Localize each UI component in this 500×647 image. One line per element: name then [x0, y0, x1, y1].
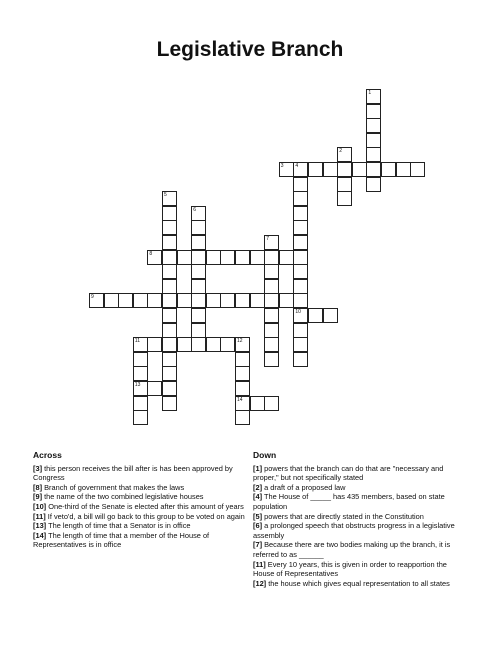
grid-cell[interactable] [162, 352, 177, 367]
cell-number: 7 [266, 236, 269, 242]
clue-text: the name of the two combined legislative houses [42, 492, 204, 502]
grid-cell[interactable] [396, 162, 411, 177]
cell-number: 4 [295, 163, 299, 169]
cell-number: 11 [134, 338, 140, 345]
clue-down [253, 540, 468, 559]
grid-cell[interactable] [293, 177, 308, 192]
grid-cell[interactable] [191, 279, 206, 294]
clue-text: Branch of government that makes the laws [42, 482, 185, 492]
grid-cell[interactable] [293, 191, 308, 206]
grid-cell[interactable] [177, 250, 192, 265]
grid-cell[interactable] [366, 162, 381, 177]
grid-cell[interactable] [191, 293, 206, 308]
grid-cell[interactable] [293, 235, 308, 250]
clue-across [33, 464, 248, 483]
grid-cell[interactable] [220, 293, 235, 308]
grid-cell[interactable] [206, 250, 221, 265]
grid-cell[interactable] [206, 293, 221, 308]
grid-cell[interactable] [410, 162, 425, 177]
grid-cell[interactable] [191, 323, 206, 338]
clue-text: One-third of the Senate is elected after this amount of years [46, 501, 244, 511]
grid-cell[interactable] [191, 220, 206, 235]
clue-text: Because there are two bodies making up the branch, it is referred to as ______ [253, 540, 451, 559]
across-clues [33, 451, 248, 550]
clue-across [33, 521, 248, 531]
clue-text: Every 10 years, this is given in order to reapportion the House of Representatives [253, 559, 447, 579]
cell-number: 8 [149, 250, 153, 257]
grid-cell[interactable] [293, 220, 308, 235]
across-clue-list [33, 464, 248, 550]
cell-number: 10 [295, 309, 301, 315]
grid-cell[interactable] [264, 352, 279, 367]
clue-text: The length of time that a Senator is in office [46, 521, 191, 531]
grid-cell[interactable] [366, 89, 381, 104]
grid-cell[interactable] [264, 323, 279, 338]
grid-cell[interactable] [162, 264, 177, 279]
clue-down [253, 521, 468, 540]
clue-text: The length of time that a member of the House of Representatives is in office [33, 530, 210, 550]
cell-number: 3 [280, 163, 284, 169]
grid-cell[interactable] [118, 293, 133, 308]
grid-cell[interactable] [235, 337, 250, 352]
clue-number: [6] [253, 521, 263, 531]
grid-cell[interactable] [366, 133, 381, 148]
grid-cell[interactable] [162, 220, 177, 235]
grid-cell[interactable] [133, 366, 148, 381]
grid-cell[interactable] [293, 206, 308, 221]
clue-down [253, 512, 468, 522]
grid-cell[interactable] [235, 396, 250, 411]
grid-cell[interactable] [104, 293, 119, 308]
grid-cell[interactable] [264, 293, 279, 308]
grid-cell[interactable] [89, 293, 104, 308]
clue-number: [8] [33, 482, 43, 492]
grid-cell[interactable] [293, 264, 308, 279]
grid-cell[interactable] [366, 177, 381, 192]
grid-cell[interactable] [162, 337, 177, 352]
grid-cell[interactable] [323, 308, 338, 323]
down-clue-list [253, 464, 468, 589]
grid-cell[interactable] [162, 235, 177, 250]
grid-cell[interactable] [133, 352, 148, 367]
clue-text: If veto'd, a bill will go back to this group to be voted on again [45, 511, 245, 521]
clue-text: powers that are directly stated in the Constitution [262, 511, 424, 521]
grid-cell[interactable] [162, 396, 177, 411]
cell-number: 14 [237, 396, 243, 403]
grid-cell[interactable] [381, 162, 396, 177]
cell-number: 13 [134, 382, 141, 388]
clue-number: [11] [253, 559, 266, 569]
clue-text: powers that the branch can do that are "necessary and proper," but not specifically stated [253, 463, 444, 483]
grid-cell[interactable] [250, 396, 265, 411]
grid-cell[interactable] [352, 162, 367, 177]
grid-cell[interactable] [235, 250, 250, 265]
clue-across [33, 483, 248, 493]
grid-cell[interactable] [250, 293, 265, 308]
grid-cell[interactable] [293, 279, 308, 294]
grid-cell[interactable] [133, 396, 148, 411]
grid-cell[interactable] [162, 308, 177, 323]
clue-across [33, 512, 248, 522]
grid-cell[interactable] [264, 396, 279, 411]
grid-cell[interactable] [264, 279, 279, 294]
clue-text: this person receives the bill after is has been approved by Congress [33, 463, 233, 483]
grid-cell[interactable] [235, 410, 250, 425]
cell-number: 12 [237, 338, 243, 345]
grid-cell[interactable] [366, 147, 381, 162]
clue-number: [1] [253, 463, 263, 473]
grid-cell[interactable] [308, 308, 323, 323]
grid-cell[interactable] [162, 293, 177, 308]
grid-cell[interactable] [133, 381, 148, 396]
grid-cell[interactable] [337, 177, 352, 192]
cell-number: 6 [193, 206, 196, 213]
grid-cell[interactable] [191, 250, 206, 265]
down-clues [253, 451, 468, 588]
grid-cell[interactable] [235, 352, 250, 367]
grid-cell[interactable] [147, 381, 162, 396]
clue-text: a prolonged speech that obstructs progress in a legislative assembly [253, 521, 455, 540]
grid-cell[interactable] [147, 293, 162, 308]
grid-cell[interactable] [162, 250, 177, 265]
clue-across [33, 502, 248, 512]
grid-cell[interactable] [162, 323, 177, 338]
grid-cell[interactable] [366, 118, 381, 133]
grid-cell[interactable] [191, 337, 206, 352]
grid-cell[interactable] [264, 235, 279, 250]
clue-number: [14] [33, 530, 47, 540]
grid-cell[interactable] [220, 337, 235, 352]
grid-cell[interactable] [162, 366, 177, 381]
clue-number: [10] [33, 501, 47, 511]
clue-number: [11] [33, 511, 46, 521]
grid-cell[interactable] [293, 162, 308, 177]
clue-down [253, 579, 468, 589]
grid-cell[interactable] [279, 293, 294, 308]
grid-cell[interactable] [264, 308, 279, 323]
grid-cell[interactable] [279, 250, 294, 265]
page-title: Legislative Branch [156, 38, 344, 61]
grid-cell[interactable] [235, 381, 250, 396]
grid-cell[interactable] [147, 337, 162, 352]
grid-cell[interactable] [235, 293, 250, 308]
clue-number: [13] [33, 521, 47, 531]
grid-cell[interactable] [293, 250, 308, 265]
grid-cell[interactable] [293, 293, 308, 308]
grid-cell[interactable] [133, 410, 148, 425]
grid-cell[interactable] [133, 293, 148, 308]
grid-cell[interactable] [337, 162, 352, 177]
cell-number: 5 [164, 192, 167, 199]
clue-number: [12] [253, 578, 267, 588]
grid-cell[interactable] [293, 337, 308, 352]
cell-number: 9 [91, 294, 94, 301]
grid-cell[interactable] [191, 264, 206, 279]
grid-cell[interactable] [264, 264, 279, 279]
clue-number: [2] [253, 482, 263, 492]
clue-text: the house which gives equal representation to all states [266, 578, 450, 588]
grid-cell[interactable] [264, 250, 279, 265]
across-heading: Across [33, 450, 62, 460]
grid-cell[interactable] [191, 308, 206, 323]
grid-cell[interactable] [264, 337, 279, 352]
grid-cell[interactable] [293, 323, 308, 338]
grid-cell[interactable] [177, 337, 192, 352]
grid-cell[interactable] [337, 147, 352, 162]
down-heading: Down [253, 450, 277, 460]
grid-cell[interactable] [366, 104, 381, 119]
clue-down [253, 560, 468, 579]
grid-cell[interactable] [293, 352, 308, 367]
clue-number: [5] [253, 511, 263, 521]
clue-down [253, 492, 468, 511]
grid-cell[interactable] [133, 337, 148, 352]
clue-across [33, 531, 248, 550]
grid-cell[interactable] [206, 337, 221, 352]
clue-across [33, 492, 248, 502]
grid-cell[interactable] [293, 308, 308, 323]
clue-number: [3] [33, 463, 43, 473]
grid-cell[interactable] [147, 250, 162, 265]
cell-number: 1 [368, 90, 372, 96]
grid-cell[interactable] [220, 250, 235, 265]
grid-cell[interactable] [162, 191, 177, 206]
clue-text: a draft of a proposed law [262, 482, 346, 492]
grid-cell[interactable] [191, 235, 206, 250]
grid-cell[interactable] [323, 162, 338, 177]
grid-cell[interactable] [235, 366, 250, 381]
clue-number: [9] [33, 492, 43, 502]
clue-number: [7] [253, 540, 263, 550]
grid-cell[interactable] [279, 162, 294, 177]
grid-cell[interactable] [162, 279, 177, 294]
grid-cell[interactable] [337, 191, 352, 206]
clue-down [253, 483, 468, 493]
grid-cell[interactable] [191, 206, 206, 221]
cell-number: 2 [339, 148, 342, 155]
grid-cell[interactable] [308, 162, 323, 177]
clue-down [253, 464, 468, 483]
grid-cell[interactable] [162, 381, 177, 396]
clue-number: [4] [253, 492, 263, 502]
clue-text: The House of _____ has 435 members, based on state population [253, 492, 445, 511]
grid-cell[interactable] [250, 250, 265, 265]
grid-cell[interactable] [177, 293, 192, 308]
grid-cell[interactable] [162, 206, 177, 221]
